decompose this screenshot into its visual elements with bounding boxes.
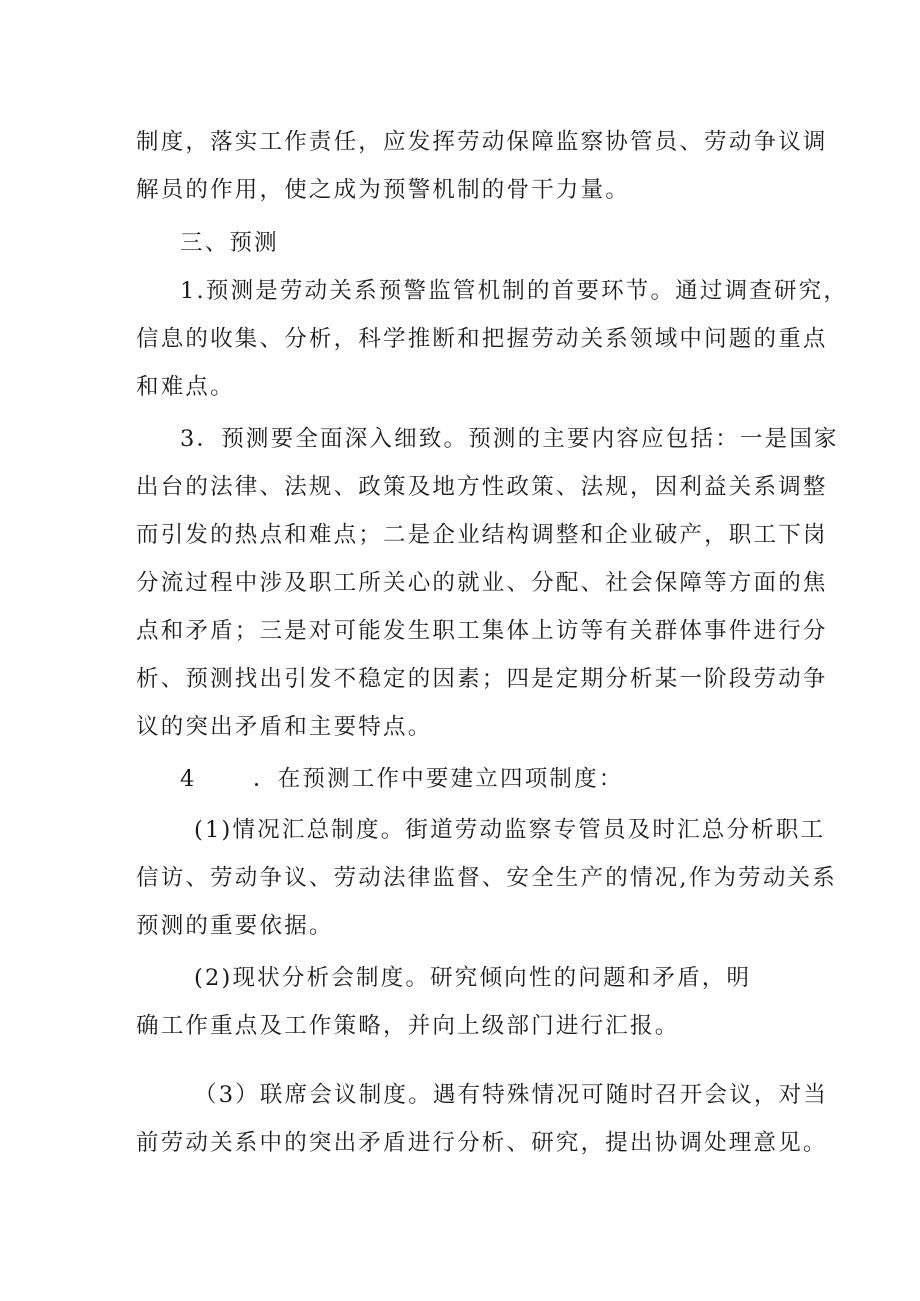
paragraph-line: (2)现状分析会制度。研究倾向性的问题和矛盾，明 <box>194 965 752 991</box>
paragraph-line: 预测的重要依据。 <box>136 913 334 939</box>
paragraph-line: 点和矛盾；三是对可能发生职工集体上访等有关群体事件进行分 <box>136 618 828 644</box>
paragraph-line: 确工作重点及工作策略，并向上级部门进行汇报。 <box>136 1013 680 1039</box>
item-number: 4 <box>180 766 197 792</box>
paragraph-line: 3．预测要全面深入细致。预测的主要内容应包括：一是国家 <box>180 426 839 452</box>
paragraph-line: ．在预测工作中要建立四项制度： <box>253 766 624 792</box>
paragraph-line: 分流过程中涉及职工所关心的就业、分配、社会保障等方面的焦 <box>136 570 828 596</box>
paragraph-line: 而引发的热点和难点；二是企业结构调整和企业破产，职工下岗 <box>136 522 828 548</box>
paragraph-line: 制度，落实工作责任，应发挥劳动保障监察协管员、劳动争议调 <box>136 129 828 155</box>
paragraph-line: 出台的法律、法规、政策及地方性政策、法规，因利益关系调整 <box>136 474 828 500</box>
paragraph-line: 信息的收集、分析，科学推断和把握劳动关系领域中问题的重点 <box>136 326 828 352</box>
section-heading: 三、预测 <box>180 230 279 256</box>
paragraph-line: （3）联席会议制度。遇有特殊情况可随时召开会议，对当 <box>194 1082 829 1108</box>
paragraph-line: 信访、劳动争议、劳动法律监督、安全生产的情况,作为劳动关系 <box>136 865 837 891</box>
paragraph-line: 和难点。 <box>136 374 235 400</box>
paragraph-line: 议的突出矛盾和主要特点。 <box>136 714 433 740</box>
paragraph-line: 前劳动关系中的突出矛盾进行分析、研究，提出协调处理意见。 <box>136 1130 828 1156</box>
paragraph-line: 析、预测找出引发不稳定的因素；四是定期分析某一阶段劳动争 <box>136 666 828 692</box>
paragraph-line: (1)情况汇总制度。街道劳动监察专管员及时汇总分析职工 <box>194 817 826 843</box>
paragraph-line: 解员的作用，使之成为预警机制的骨干力量。 <box>136 177 631 203</box>
paragraph-line: 1.预测是劳动关系预警监管机制的首要环节。通过调查研究， <box>180 278 849 304</box>
